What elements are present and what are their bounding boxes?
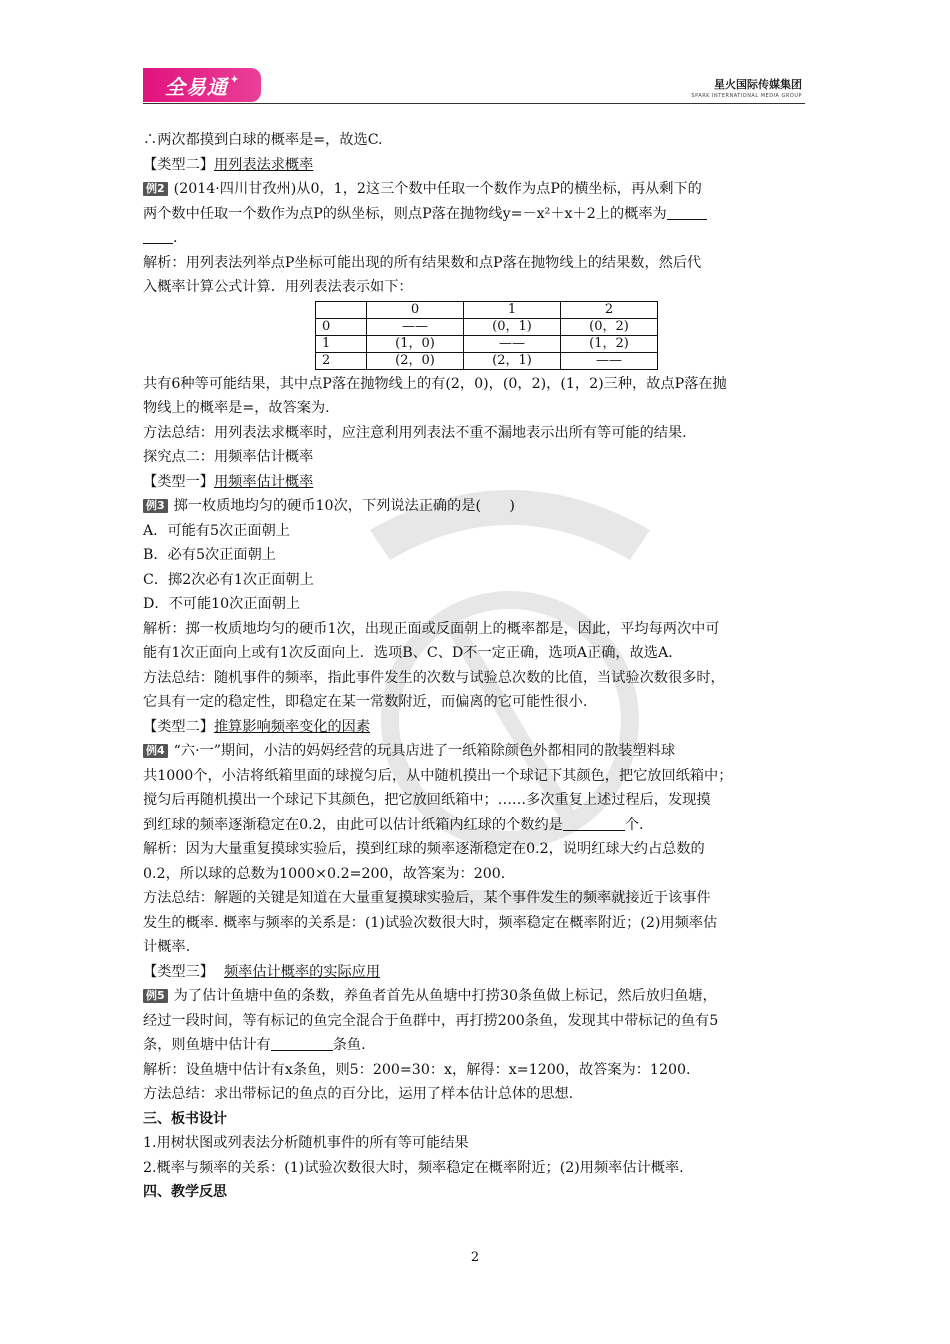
table-cell: (1，2) [561,335,658,352]
type-title: 用列表法求概率 [213,156,314,173]
text-line: 共有6种等可能结果，其中点P落在抛物线上的有(2，0)，(0，2)，(1，2)三种，故点P落在抛 [143,375,727,392]
text-span: “六·一”期间，小洁的妈妈经营的玩具店进了一纸箱除颜色外都相同的散装塑料球 [173,743,676,759]
page-number: 2 [470,1250,480,1265]
answer-blank [271,1036,333,1051]
analysis-line: 解析：掷一枚质地均匀的硬币1次，出现正面或反面朝上的概率都是，因此，平均每两次中可 [143,620,720,637]
type-heading [143,470,808,495]
table-row [316,318,658,335]
text-span: 两个数中任取一个数作为点P的纵坐标，则点P落在抛物线y=－x²＋x＋2上的概率为 [143,205,667,222]
text-line: 物线上的概率是=，故答案为. [143,400,330,416]
document-body [143,128,808,1205]
section-heading: 三、板书设计 [143,1110,227,1127]
example-4-line [143,813,808,838]
table-cell: 2 [316,352,367,369]
text-span: 掷一枚质地均匀的硬币10次，下列说法正确的是( ) [173,498,515,514]
table-cell [316,301,367,318]
option-b: B．必有5次正面朝上 [143,547,276,563]
option-c: C．掷2次必有1次正面朝上 [143,571,314,588]
example-2-line [143,202,808,227]
table-cell: 0 [316,318,367,335]
example-badge: 例2 [143,182,168,196]
answer-blank [143,229,173,244]
header-divider [143,103,805,104]
example-5-line: 经过一段时间，等有标记的鱼完全混合于鱼群中，再打捞200条鱼，发现其中带标记的鱼有5 [143,1012,719,1029]
table-cell: —— [367,318,464,335]
type-bracket: 【类型二】 [143,156,214,173]
table-cell: 1 [464,301,561,318]
method-summary: 方法总结：求出带标记的鱼点的百分比，运用了样本估计总体的思想. [143,1086,574,1102]
table-cell: (2，1) [464,352,561,369]
method-summary: 发生的概率. 概率与频率的关系是：(1)试验次数很大时，频率稳定在概率附近；(2)用频率估 [143,914,718,931]
example-2-line [143,177,808,202]
answer-blank [667,205,707,220]
type-bracket: 【类型三】 [143,963,214,980]
table-header-row [316,301,658,318]
method-summary: 方法总结：用列表法求概率时，应注意利用列表法不重不漏地表示出所有等可能的结果. [143,424,687,441]
text-span: 条，则鱼塘中估计有 [143,1037,271,1053]
example-5-line [143,1033,808,1058]
table-cell: 1 [316,335,367,352]
table-cell: 0 [367,301,464,318]
table-cell: (2，0) [367,352,464,369]
table-cell: (0，1) [464,318,561,335]
probability-table [315,301,658,370]
text-span: 条鱼. [332,1037,366,1053]
text-span: 到红球的频率逐渐稳定在0.2，由此可以估计纸箱内红球的个数约是 [143,816,563,833]
table-cell: (0，2) [561,318,658,335]
page-header [0,0,950,110]
logo-star-icon: ✦ [229,72,240,86]
option-d: D．不可能10次正面朝上 [143,596,301,612]
example-badge: 例5 [143,989,168,1003]
method-summary: 方法总结：解题的关键是知道在大量重复摸球实验后，某个事件发生的频率就接近于该事件 [143,890,711,906]
method-summary: 它具有一定的稳定性，即稳定在某一常数附近，而偏离的它可能性很小. [143,694,588,710]
text-span: 个. [624,816,644,833]
analysis-line: 解析：设鱼塘中估计有x条鱼，则5：200=30：x，解得：x=1200，故答案为：1200. [143,1061,691,1078]
analysis-line: 入概率计算公式计算．用列表法表示如下： [143,279,413,295]
type-title: 频率估计概率的实际应用 [223,963,381,980]
method-summary: 计概率. [143,939,191,955]
table-cell: —— [464,335,561,352]
type-title: 用频率估计概率 [213,473,314,490]
type-bracket: 【类型一】 [143,473,214,490]
analysis-line: 0.2，所以球的总数为1000×0.2=200，故答案为：200. [143,865,506,882]
text-span: . [173,230,178,246]
analysis-line: 解析：因为大量重复摸球实验后，摸到红球的频率逐渐稳定在0.2，说明红球大约占总数的 [143,841,705,857]
type-title: 推算影响频率变化的因素 [213,718,371,735]
logo-text: 全易通 [164,74,228,99]
type-heading [143,960,808,985]
example-4-line [143,739,808,764]
type-heading [143,715,808,740]
type-bracket: 【类型二】 [143,718,214,735]
example-4-line: 搅匀后再随机摸出一个球记下其颜色，把它放回纸箱中；……多次重复上述过程后，发现摸 [143,792,711,808]
publisher-name-cn: 星火国际传媒集团 [714,78,802,91]
example-badge: 例4 [143,744,168,758]
text-span: (2014·四川甘孜州)从0，1，2这三个数中任取一个数作为点P的横坐标，再从剩下的 [173,181,702,197]
example-4-line: 共1000个，小洁将纸箱里面的球搅匀后，从中随机摸出一个球记下其颜色，把它放回纸箱中； [143,767,733,784]
example-2-line [143,226,808,251]
table-cell: 2 [561,301,658,318]
type-heading [143,153,808,178]
publisher-name-en: SPARK INTERNATIONAL MEDIA GROUP [691,93,802,99]
example-3-question [143,494,808,519]
text-span: 为了估计鱼塘中鱼的条数，养鱼者首先从鱼塘中打捞30条鱼做上标记，然后放归鱼塘， [173,988,717,1004]
table-row [316,335,658,352]
table-cell: —— [561,352,658,369]
publisher-mark [691,76,802,99]
analysis-line: 能有1次正面向上或有1次反面向上．选项B、C、D不一定正确，选项A正确，故选A． [143,645,683,661]
text-line: ∴两次都摸到白球的概率是=，故选C. [143,132,383,148]
example-badge: 例3 [143,499,168,513]
answer-blank [563,816,625,831]
analysis-line: 解析：用列表法列举点P坐标可能出现的所有结果数和点P落在抛物线上的结果数，然后代 [143,254,702,271]
board-design-item: 1.用树状图或列表法分析随机事件的所有等可能结果 [143,1135,469,1151]
section-heading: 四、教学反思 [143,1184,227,1200]
option-a: A．可能有5次正面朝上 [143,522,290,539]
brand-logo [143,68,261,102]
example-5-line [143,984,808,1009]
method-summary: 方法总结：随机事件的频率，指此事件发生的次数与试验总次数的比值，当试验次数很多时， [143,669,725,686]
table-row [316,352,658,369]
board-design-item: 2.概率与频率的关系：(1)试验次数很大时，频率稳定在概率附近；(2)用频率估计概率. [143,1159,684,1176]
probability-table-wrap [143,300,808,372]
exploration-point-heading: 探究点二：用频率估计概率 [143,449,314,465]
table-cell: (1，0) [367,335,464,352]
